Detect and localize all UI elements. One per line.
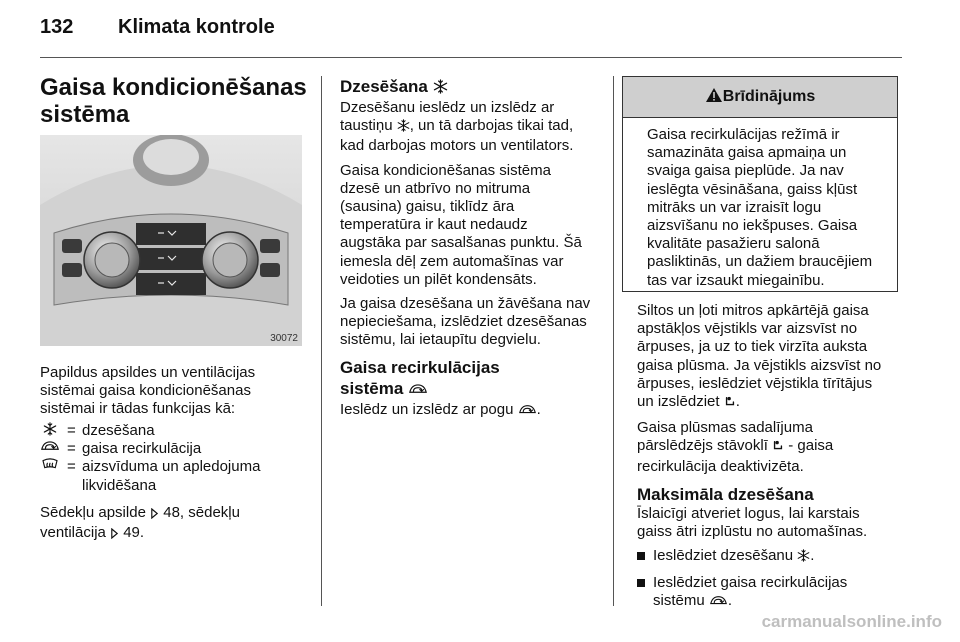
max-cooling-text: Īslaicīgi atveriet logus, lai karstais gaiss ātri izplūstu no automašīnas. Ieslēdziet dzesēšanu . Ieslēdziet gaisa recirkulācijas sistēmu . [637,505,907,618]
right-text [637,302,907,482]
function-row-demist: = aizsvīduma un apledojuma likvidēšana [40,458,312,494]
recirculation-icon [408,380,428,401]
cross-references: Sēdekļu apsilde 48, sēdekļu ventilācija 49. [40,504,312,544]
defrost-icon [40,422,60,441]
floor-airflow-icon [724,395,736,413]
cooling-paragraph-1: Dzesēšanu ieslēdz un izslēdz ar taustiņu , un tā darbojas tikai tad, kad darbojas motors un ventilators. [340,99,574,155]
bullet-item: Ieslēdziet gaisa recirkulācijas sistēmu . [637,574,907,612]
function-list [40,422,312,495]
page-ref-arrow-icon [110,526,119,544]
header-divider [40,57,902,58]
bullet-square [637,579,645,587]
recirculation-icon [518,403,537,421]
watermark: carmanualsonline.info [761,612,942,631]
bullet-item: Ieslēdziet dzesēšanu . [637,547,907,567]
section-title: Klimata kontrole [118,16,275,38]
fogging-paragraph: Siltos un ļoti mitros apkārtējā gaisa apstākļos vējstikls var aizsvīst no ārpuses, ja uz to tiek virzīta auksta gaisa plūsma. Ja vējstikls aizsvīst no ārpuses, ieslēdziet vējstikla tīrītājus un izslēdziet . [637,302,907,413]
defrost-icon [433,78,448,99]
page-ref-arrow-icon [150,506,159,524]
airflow-paragraph: Gaisa plūsmas sadalījuma pārslēdzējs stāvoklī - gaisa recirkulācija deaktivizēta. [637,419,834,475]
cooling-text [340,99,608,356]
windscreen-defog-icon [40,458,60,477]
warning-triangle-icon [705,79,723,119]
page-number: 132 [40,16,74,38]
column-divider-right [613,76,614,606]
floor-airflow-icon [772,439,784,457]
recirculation-heading: Gaisa recirkulācijas sistēma [340,357,500,401]
recirculation-icon [709,594,728,612]
bullet-square [637,552,645,560]
warning-header: Brīdinājums [623,77,897,118]
function-row-recirculation: = gaisa recirkulācija [40,440,312,458]
cooling-paragraph-2: Gaisa kondicionēšanas sistēma dzesē un atbrīvo no mitruma (sausina) gaisu, tiklīdz āra temperatūra ir kaut nedaudz augstāka par sasalšanas punktu. Šā iemesla dēļ zem automašīnas var veidoties un pilēt kondensāts. [340,161,582,288]
photo-id: 30072 [270,333,298,344]
intro-paragraph: Papildus apsildes un ventilācijas sistēmai gaisa kondicionēšanas sistēmai ir tādas funkcijas kā: [40,364,256,418]
climate-panel-illustration [40,135,302,346]
defrost-icon [797,549,810,567]
max-cooling-heading: Maksimāla dzesēšana [637,485,814,504]
page-header [40,16,275,39]
section-heading: Gaisa kondicionēšanas sistēma [40,74,307,128]
function-row-cooling: = dzesēšana [40,422,312,440]
recirculation-text: Ieslēdz un izslēdz ar pogu . [340,401,608,421]
cooling-heading: Dzesēšana [340,76,448,99]
recirculation-icon [40,440,60,458]
defrost-icon [397,119,410,137]
climate-control-photo [40,135,302,346]
column-divider-left [321,76,322,606]
cooling-paragraph-3: Ja gaisa dzesēšana un žāvēšana nav nepieciešama, izslēdziet dzesēšanas sistēmu, lai ietaupītu degvielu. [340,295,591,349]
warning-text: Gaisa recirkulācijas režīmā ir samazināta gaisa apmaiņa un svaiga gaisa pieplūde. Ja nav ieslēgta vēsināšana, gaiss kļūst mitrāks un var izraisīt logu aizsvīšanu no iekšpuses. Gaisa kvalitāte pasažieru salonā pasliktinās, un dažiem braucējiem tas var izsaukt miegainību. [647,126,873,289]
warning-box [622,76,898,292]
